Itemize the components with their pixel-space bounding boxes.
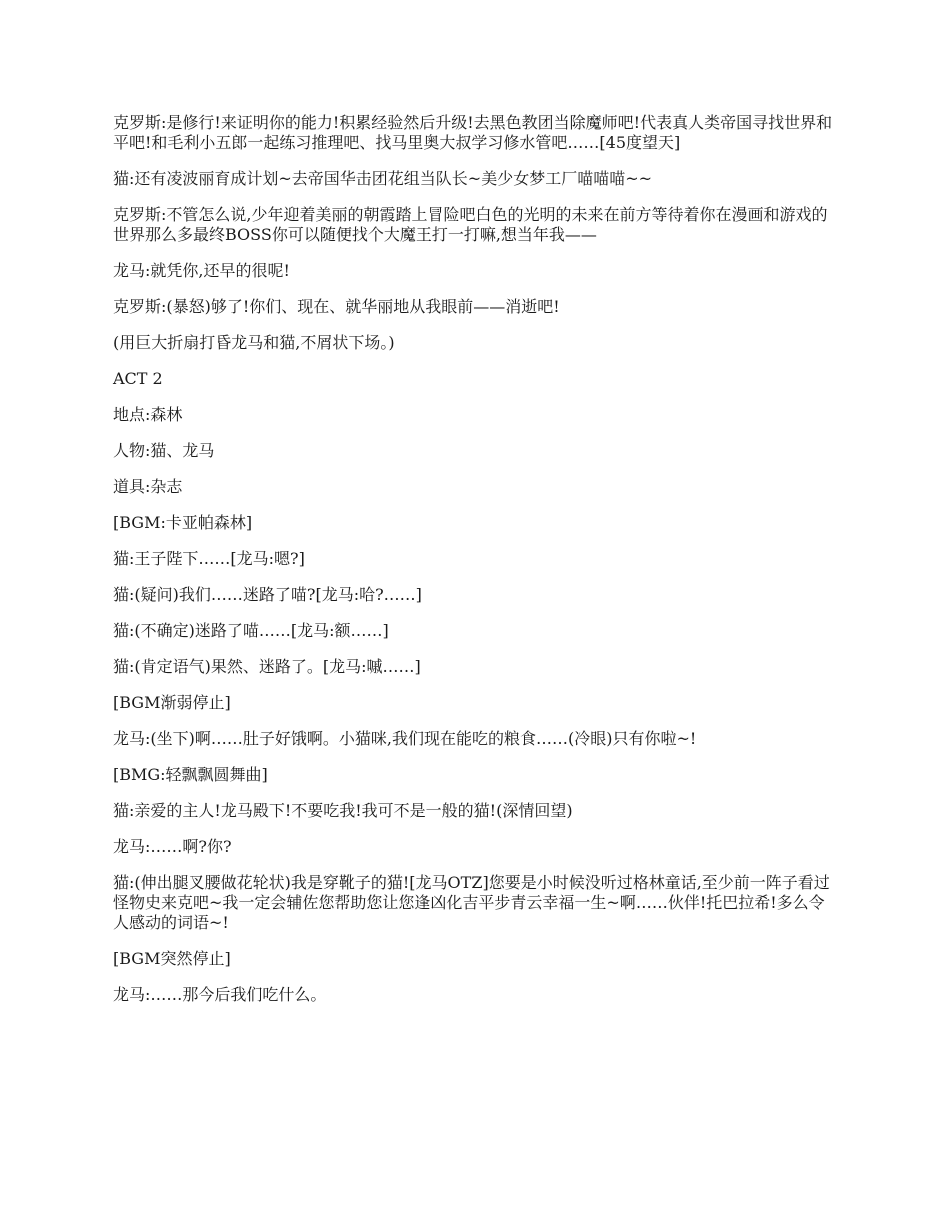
- scene-location: 地点:森林: [113, 405, 183, 424]
- paragraph-12: 猫:王子陛下……[龙马:嗯?]: [113, 549, 305, 568]
- paragraph-14: 猫:(不确定)迷路了喵……[龙马:额……]: [113, 621, 389, 640]
- paragraph-20: 龙马:……啊?你?: [113, 837, 232, 856]
- paragraph-4: 龙马:就凭你,还早的很呢!: [113, 261, 290, 280]
- scene-props: 道具:杂志: [113, 477, 183, 496]
- paragraph-2: 猫:还有凌波丽育成计划~去帝国华击团花组当队长~美少女梦工厂喵喵喵~~: [113, 169, 653, 188]
- act-heading: ACT 2: [113, 369, 163, 388]
- paragraph-15: 猫:(肯定语气)果然、迷路了。[龙马:嘁……]: [113, 657, 421, 676]
- paragraph-6: (用巨大折扇打昏龙马和猫,不屑状下场。): [113, 333, 395, 352]
- document-body: [113, 113, 833, 1021]
- paragraph-1: 克罗斯:是修行!来证明你的能力!积累经验然后升级!去黑色教团当除魔师吧!代表真人类帝国寻找世界和平吧!和毛利小五郎一起练习推理吧、找马里奥大叔学习修水管吧……[45度望天]: [113, 113, 833, 152]
- paragraph-21: 猫:(伸出腿叉腰做花轮状)我是穿靴子的猫![龙马OTZ]您要是小时候没听过格林童话,至少前一阵子看过怪物史来克吧~我一定会辅佐您帮助您让您逢凶化吉平步青云幸福一生~啊……伙伴!托巴拉希!多么令人感动的词语~!: [113, 873, 830, 932]
- paragraph-23: 龙马:……那今后我们吃什么。: [113, 985, 327, 1004]
- paragraph-5: 克罗斯:(暴怒)够了!你们、现在、就华丽地从我眼前——消逝吧!: [113, 297, 560, 316]
- bgm-cue-3: [BMG:轻飘飘圆舞曲]: [113, 765, 268, 784]
- paragraph-19: 猫:亲爱的主人!龙马殿下!不要吃我!我可不是一般的猫!(深情回望): [113, 801, 573, 820]
- bgm-cue-4: [BGM突然停止]: [113, 949, 231, 968]
- paragraph-17: 龙马:(坐下)啊……肚子好饿啊。小猫咪,我们现在能吃的粮食……(冷眼)只有你啦~!: [113, 729, 697, 748]
- paragraph-13: 猫:(疑问)我们……迷路了喵?[龙马:哈?……]: [113, 585, 422, 604]
- scene-characters: 人物:猫、龙马: [113, 441, 215, 460]
- bgm-cue-1: [BGM:卡亚帕森林]: [113, 513, 253, 532]
- bgm-cue-2: [BGM渐弱停止]: [113, 693, 231, 712]
- paragraph-3: 克罗斯:不管怎么说,少年迎着美丽的朝霞踏上冒险吧白色的光明的未来在前方等待着你在漫画和游戏的世界那么多最终BOSS你可以随便找个大魔王打一打嘛,想当年我——: [113, 205, 828, 244]
